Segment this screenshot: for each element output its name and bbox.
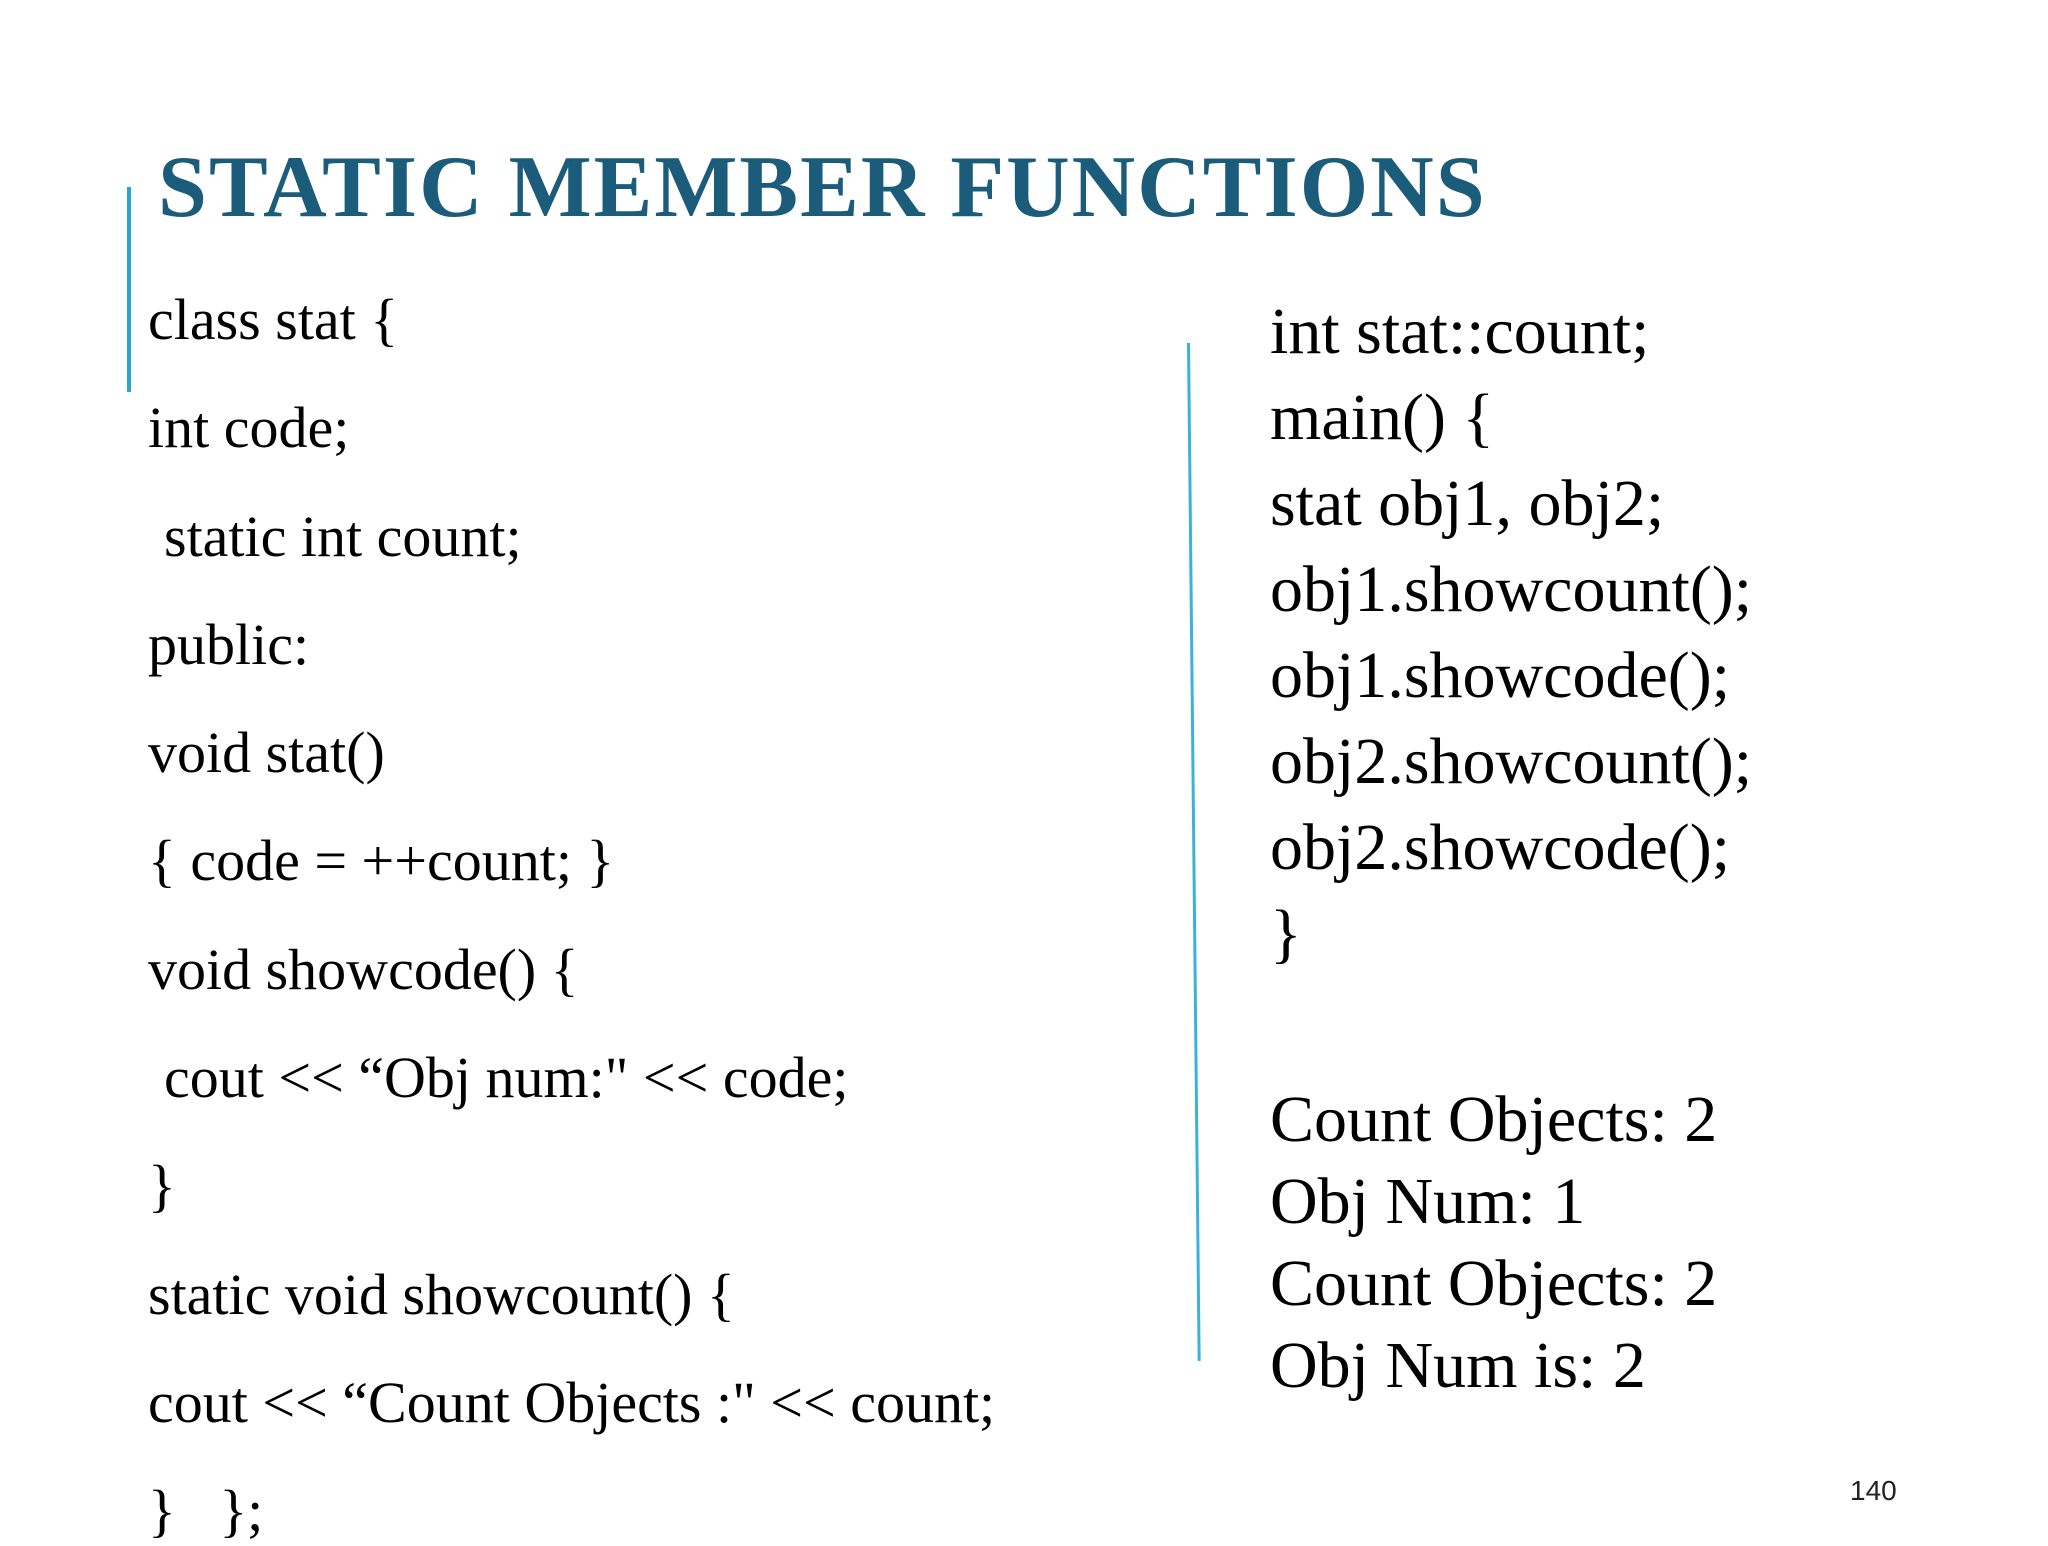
title-accent-bar [127, 187, 131, 392]
output-line: Obj Num is: 2 [1270, 1329, 1646, 1402]
code-line: obj2.showcount(); [1270, 725, 1753, 798]
code-line: int stat::count; [1270, 295, 1650, 368]
code-line: void showcode() { [148, 937, 579, 1002]
code-line: public: [148, 612, 310, 677]
code-line: void stat() [148, 720, 385, 785]
code-line: cout << “Obj num:" << code; [164, 1045, 849, 1110]
code-line: stat obj1, obj2; [1270, 467, 1665, 540]
page-number: 140 [1850, 1475, 1897, 1506]
code-line: main() { [1270, 381, 1495, 454]
code-line: } [148, 1153, 176, 1218]
code-line: static void showcount() { [148, 1262, 735, 1327]
slide-title: STATIC MEMBER FUNCTIONS [158, 139, 1487, 236]
code-line: class stat { [148, 287, 399, 352]
code-line: } }; [148, 1478, 264, 1543]
code-line: static int count; [164, 504, 522, 569]
code-line: obj2.showcode(); [1270, 811, 1731, 884]
output-line: Count Objects: 2 [1270, 1083, 1718, 1156]
code-line: cout << “Count Objects :" << count; [148, 1370, 996, 1435]
code-line: } [1270, 897, 1302, 970]
code-line: int code; [148, 395, 350, 460]
output-line: Count Objects: 2 [1270, 1247, 1718, 1320]
code-line: { code = ++count; } [148, 828, 615, 893]
column-divider [1187, 343, 1201, 1361]
code-line: obj1.showcount(); [1270, 553, 1753, 626]
code-line: obj1.showcode(); [1270, 639, 1731, 712]
output-line: Obj Num: 1 [1270, 1165, 1586, 1238]
